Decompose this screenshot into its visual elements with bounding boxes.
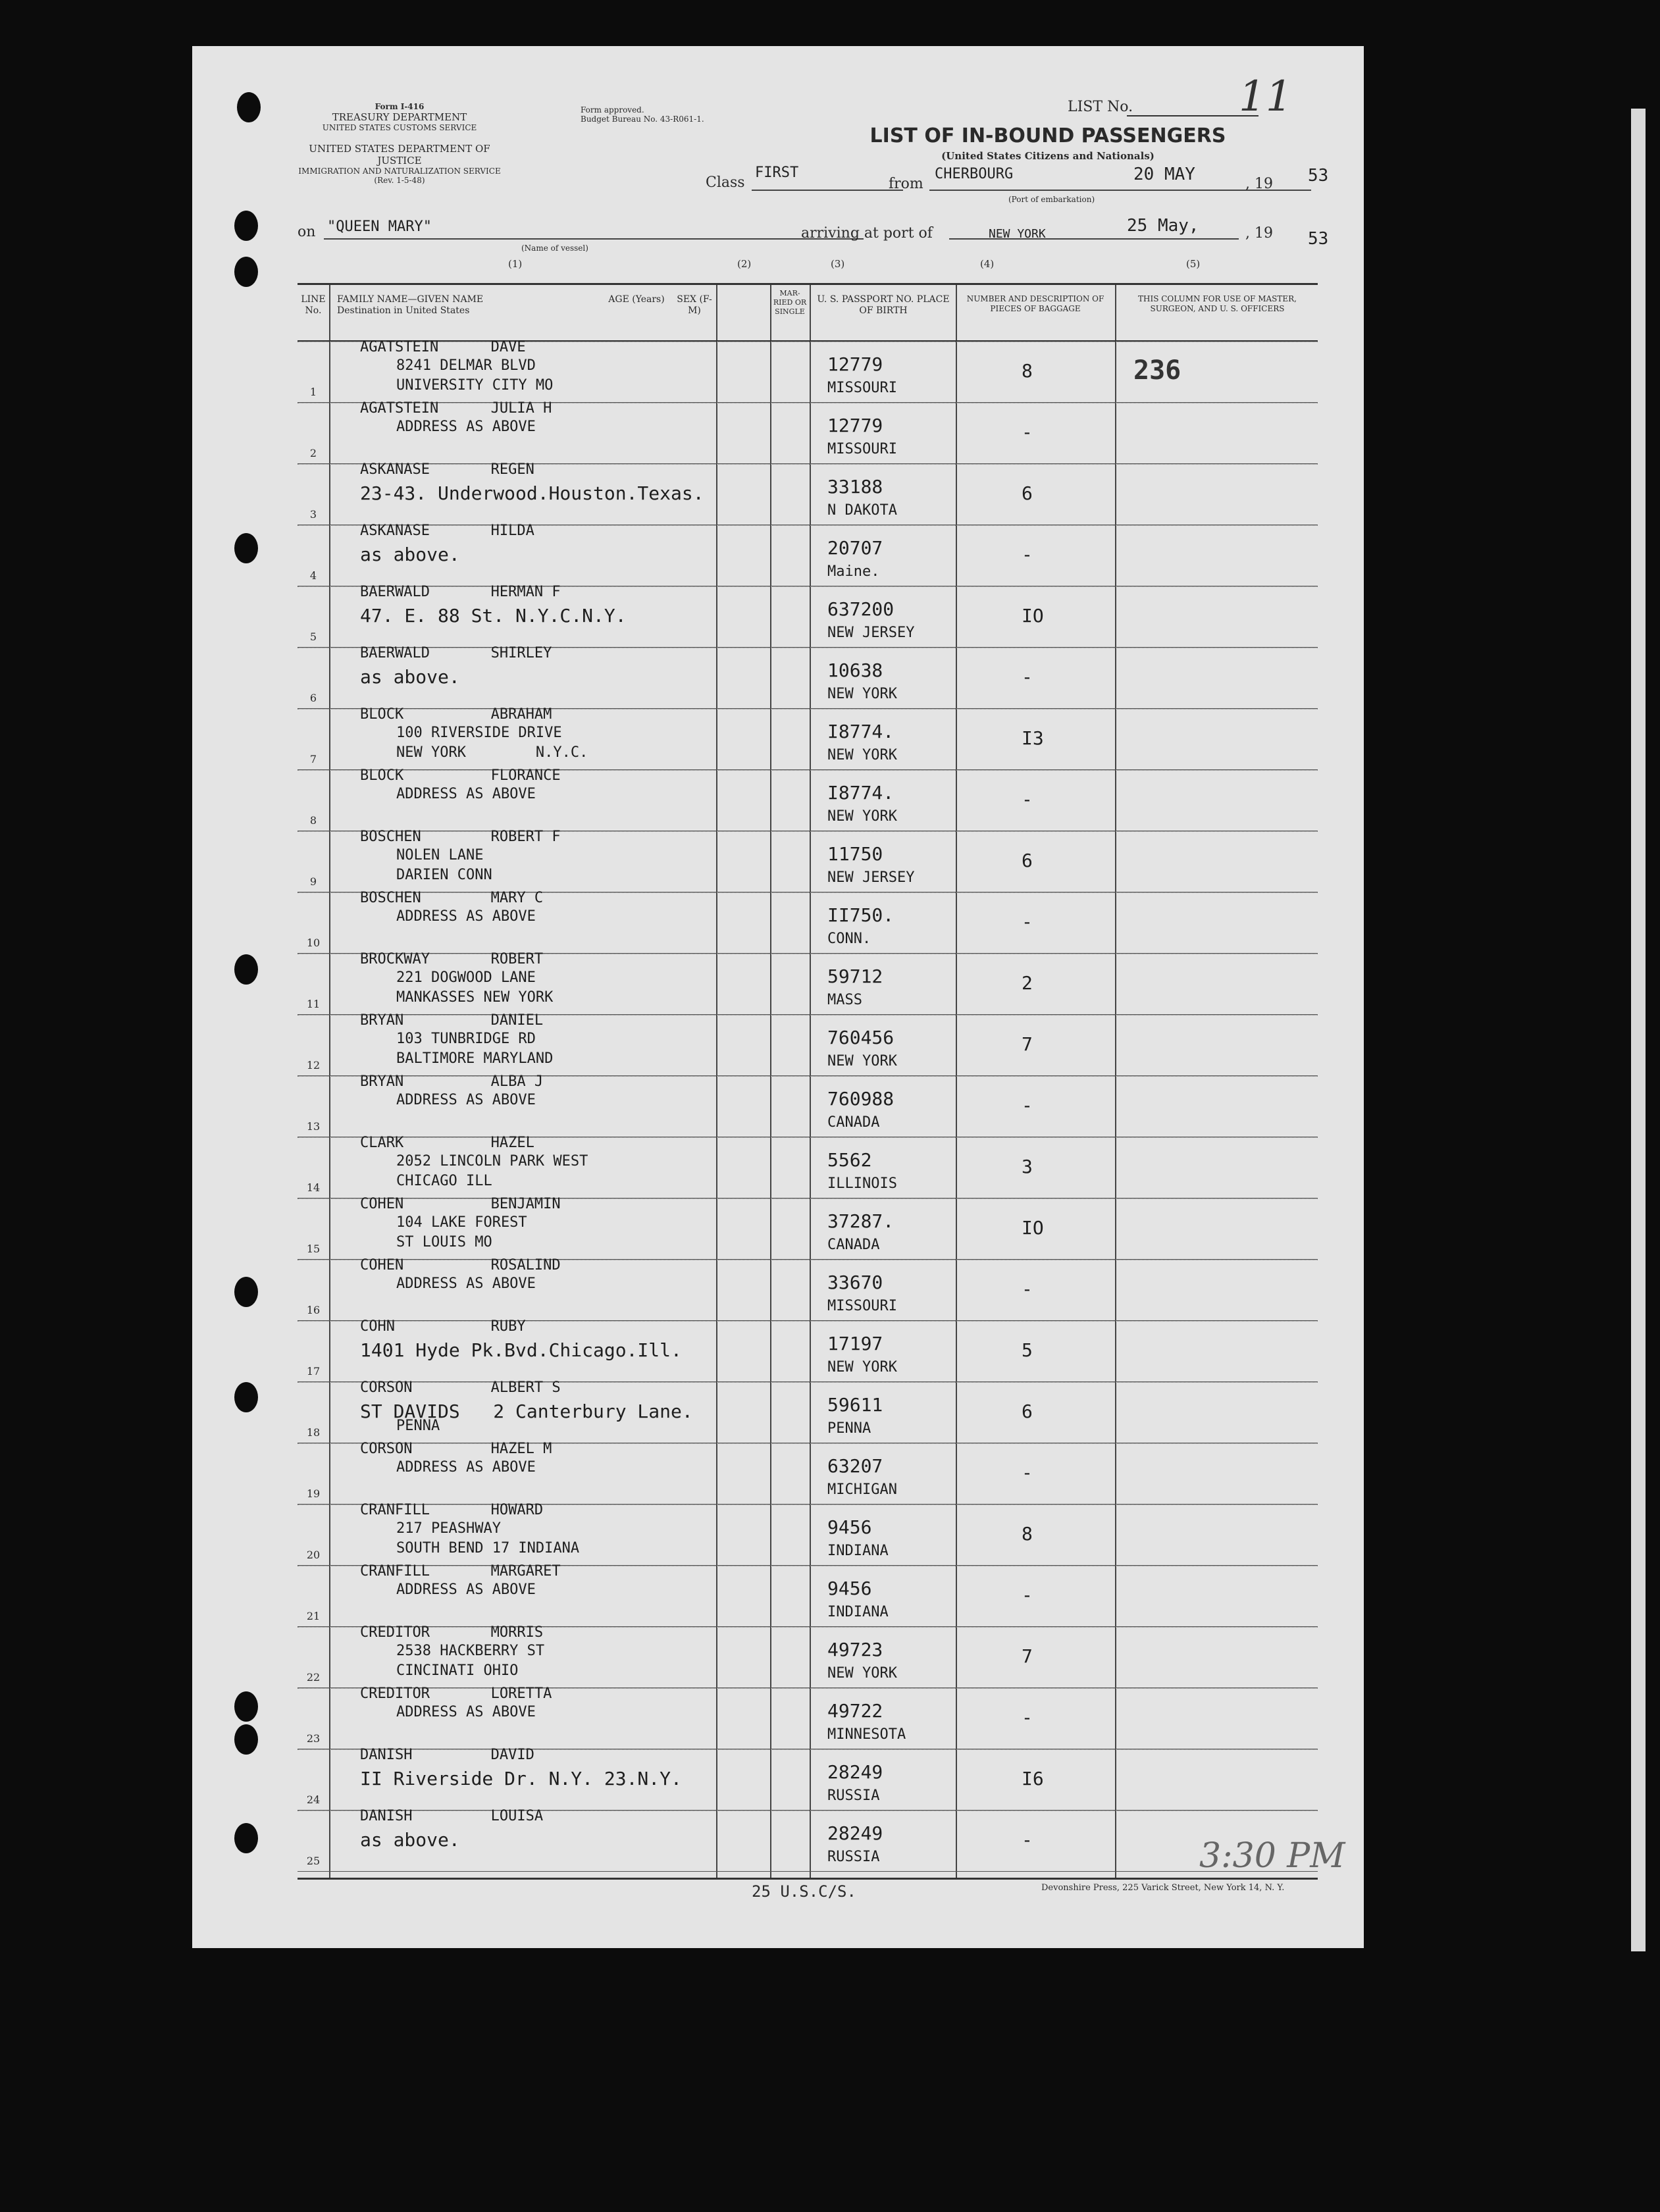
baggage-count: 8 [1022,360,1033,382]
baggage-count: 8 [1022,1523,1033,1545]
year-prefix-2: , 19 [1245,225,1273,242]
form-number: Form I-416 [375,102,425,111]
destination-line-2: SOUTH BEND 17 INDIANA [396,1540,580,1556]
destination-line-1: as above. [360,544,460,565]
baggage-count: IO [1022,605,1044,627]
destination-line-1: ADDRESS AS ABOVE [396,1582,536,1598]
destination-line-2: MANKASSES NEW YORK [396,989,554,1006]
year-value-2: 53 [1308,229,1329,249]
punch-hole [234,257,258,287]
baggage-count: - [1022,1584,1033,1606]
table-row [298,1257,1318,1321]
passport-number: 59611 [827,1394,883,1416]
table-row [298,767,1318,831]
passenger-name: BROCKWAY ROBERT [360,951,544,967]
passport-number: 12779 [827,353,883,375]
table-row [298,1502,1318,1566]
officer-stamp: 236 [1133,355,1181,386]
line-number: 25 [306,1855,321,1867]
passenger-name: BAERWALD SHIRLEY [360,645,552,661]
line-number: 16 [306,1304,321,1316]
destination-line-1: II Riverside Dr. N.Y. 23.N.Y. [360,1768,682,1789]
list-no-value: 11 [1239,72,1293,121]
table-row [298,586,1318,648]
baggage-count: 7 [1022,1033,1033,1055]
adjacent-page-edge [1631,109,1646,1951]
place-of-birth: NEW JERSEY [827,869,915,886]
destination-line-2: CHICAGO ILL [396,1173,492,1189]
destination-line-1: 8241 DELMAR BLVD [396,357,536,374]
destination-line-1: ADDRESS AS ABOVE [396,786,536,802]
printer-imprint: Devonshire Press, 225 Varick Street, New York 14, N. Y. [1041,1883,1285,1893]
place-of-birth: NEW YORK [827,747,897,763]
baggage-count: - [1022,1707,1033,1728]
place-of-birth: CANADA [827,1114,880,1131]
baggage-count: 6 [1022,482,1033,504]
line-number: 18 [306,1426,321,1439]
passport-number: 5562 [827,1149,872,1171]
on-label: on [298,224,316,240]
colnum-2: (2) [737,258,752,270]
line-number: 9 [309,875,317,888]
line-number: 3 [309,508,317,521]
passport-number: II750. [827,904,895,926]
year-value-1: 53 [1308,166,1329,186]
passenger-name: BLOCK ABRAHAM [360,706,552,723]
th-name: FAMILY NAME—GIVEN NAME Destination in United States [337,294,484,316]
destination-line-1: as above. [360,1829,460,1851]
list-no-label: LIST No. [1068,99,1133,115]
passenger-list-page [192,46,1364,1948]
destination-line-1: 217 PEASHWAY [396,1520,501,1537]
line-number: 13 [306,1120,321,1133]
th-sex: SEX (F-M) [677,294,712,316]
passport-number: 63207 [827,1455,883,1477]
passport-number: 760456 [827,1027,895,1048]
arriving-label: arriving at port of [801,225,933,242]
passport-number: 9456 [827,1578,872,1599]
th-age: AGE (Years) [608,294,665,305]
destination-line-1: as above. [360,666,460,688]
passport-number: 49723 [827,1639,883,1660]
passport-number: 59712 [827,965,883,987]
line-number: 19 [306,1487,321,1500]
destination-line-1: ADDRESS AS ABOVE [396,1459,536,1476]
line-number: 23 [306,1732,321,1745]
passenger-name: BOSCHEN MARY C [360,890,544,906]
th-line-no: LINE No. [301,294,326,316]
destination-line-2: BALTIMORE MARYLAND [396,1050,554,1067]
destination-line-2: CINCINATI OHIO [396,1662,519,1679]
destination-line-1: 221 DOGWOOD LANE [396,969,536,986]
justice-block [291,143,508,185]
baggage-count: - [1022,1278,1033,1300]
place-of-birth: N DAKOTA [827,502,897,519]
punch-hole [237,92,261,122]
line-number: 11 [306,998,321,1010]
vessel-caption: (Name of vessel) [521,244,588,253]
line-number: 14 [306,1181,321,1194]
arrival-date: 25 May, [1127,216,1199,236]
passenger-name: AGATSTEIN JULIA H [360,400,552,417]
destination-line-2: NEW YORK N.Y.C. [396,744,588,761]
passenger-table [298,283,1318,1880]
place-of-birth: MISSOURI [827,1298,897,1314]
line-number: 8 [309,814,317,827]
approval-block [581,105,791,124]
line-number: 21 [306,1610,321,1622]
line-number: 1 [309,386,317,398]
passport-number: 12779 [827,415,883,436]
line-number: 10 [306,937,321,949]
line-number: 7 [309,753,317,765]
place-of-birth: NEW YORK [827,1053,897,1069]
th-baggage: NUMBER AND DESCRIPTION OF PIECES OF BAGGAGE [966,294,1104,313]
passenger-name: COHEN BENJAMIN [360,1196,561,1212]
baggage-count: - [1022,788,1033,810]
destination-line-1: ST DAVIDS 2 Canterbury Lane. [360,1401,693,1422]
punch-hole [234,1823,258,1853]
place-of-birth: CONN. [827,931,871,947]
destination-line-1: ADDRESS AS ABOVE [396,908,536,925]
line-number: 17 [306,1365,321,1377]
ins-name: IMMIGRATION AND NATURALIZATION SERVICE [298,167,501,176]
passenger-name: DANISH DAVID [360,1747,534,1763]
table-row [298,892,1318,954]
destination-line-1: ADDRESS AS ABOVE [396,1092,536,1108]
baggage-count: 7 [1022,1645,1033,1667]
passenger-name: CREDITOR LORETTA [360,1685,552,1702]
punch-hole [234,1691,258,1722]
table-row [298,1137,1318,1198]
from-label: from [889,176,923,192]
line-number: 20 [306,1549,321,1561]
passenger-name: ASKANASE HILDA [360,523,534,539]
baggage-count: 5 [1022,1339,1033,1361]
table-row [298,1318,1318,1382]
destination-line-2: UNIVERSITY CITY MO [396,377,554,394]
page-title: LIST OF IN-BOUND PASSENGERS [869,124,1226,147]
passport-number: I8774. [827,782,895,804]
passport-number: 28249 [827,1761,883,1783]
destination-line-1: ADDRESS AS ABOVE [396,1704,536,1720]
table-row [298,706,1318,770]
punch-hole [234,211,258,241]
baggage-count: I6 [1022,1768,1044,1789]
passport-number: 11750 [827,843,883,865]
destination-line-2: ST LOUIS MO [396,1234,492,1250]
passenger-name: BLOCK FLORANCE [360,767,561,784]
place-of-birth: NEW YORK [827,1665,897,1682]
passenger-name: BOSCHEN ROBERT F [360,829,561,845]
destination-line-1: 104 LAKE FOREST [396,1214,527,1231]
passenger-name: CRANFILL HOWARD [360,1502,544,1518]
class-field [752,190,903,191]
passport-number: 760988 [827,1088,895,1110]
passenger-name: AGATSTEIN DAVE [360,339,526,355]
page-subtitle: (United States Citizens and Nationals) [941,150,1154,162]
th-married: MAR-RIED OR SINGLE [773,289,807,316]
passenger-name: BRYAN DANIEL [360,1012,544,1029]
line-number: 5 [309,630,317,643]
from-date: 20 MAY [1133,165,1195,184]
table-row [298,461,1318,525]
punch-hole [234,1277,258,1307]
budget-bureau: Budget Bureau No. 43-R061-1. [581,115,704,124]
passport-number: 33670 [827,1272,883,1293]
vessel-field [324,238,864,240]
baggage-count: I3 [1022,727,1044,749]
baggage-count: IO [1022,1217,1044,1239]
place-of-birth: MISSOURI [827,441,897,457]
passport-number: 17197 [827,1333,883,1354]
table-row [298,1379,1318,1443]
baggage-count: - [1022,1462,1033,1483]
table-row [298,645,1318,709]
line-number: 12 [306,1059,321,1071]
table-row [298,400,1318,464]
baggage-count: - [1022,544,1033,565]
table-row [298,1749,1318,1811]
destination-line-1: NOLEN LANE [396,847,484,863]
punch-hole [234,954,258,985]
year-prefix-1: , 19 [1245,176,1273,192]
baggage-count: - [1022,421,1033,443]
place-of-birth: MASS [827,992,862,1008]
place-of-birth: NEW YORK [827,1359,897,1376]
passenger-name: CORSON ALBERT S [360,1379,561,1396]
form-revision: (Rev. 1-5-48) [374,176,425,185]
row-divider [298,1871,1318,1872]
baggage-count: 2 [1022,972,1033,994]
destination-line-1: ADDRESS AS ABOVE [396,1275,536,1292]
passenger-count: 25 U.S.C/S. [752,1882,856,1901]
passenger-name: DANISH LOUISA [360,1808,544,1824]
form-approved: Form approved. [581,105,644,115]
th-officers: THIS COLUMN FOR USE OF MASTER, SURGEON, AND U. S. OFFICERS [1138,294,1297,313]
table-row [298,1198,1318,1260]
passenger-name: CREDITOR MORRIS [360,1624,544,1641]
vessel-value: "QUEEN MARY" [327,219,432,235]
class-label: Class [706,174,745,191]
destination-line-1: 23-43. Underwood.Houston.Texas. [360,482,704,504]
colnum-5: (5) [1186,258,1201,270]
destination-line-1: ADDRESS AS ABOVE [396,419,536,435]
table-row [298,831,1318,892]
punch-hole [234,1724,258,1755]
place-of-birth: NEW YORK [827,808,897,825]
passport-number: 49722 [827,1700,883,1722]
passenger-name: COHEN ROSALIND [360,1257,561,1273]
table-row [298,1808,1318,1872]
customs-service: UNITED STATES CUSTOMS SERVICE [322,123,477,132]
destination-line-2: PENNA [396,1418,440,1434]
place-of-birth: INDIANA [827,1604,889,1620]
baggage-count: 6 [1022,1401,1033,1422]
baggage-count: 6 [1022,850,1033,871]
passport-number: I8774. [827,721,895,742]
line-number: 4 [309,569,317,582]
table-row [298,525,1318,586]
from-value: CHERBOURG [935,166,1014,182]
colnum-4: (4) [980,258,995,270]
place-of-birth: INDIANA [827,1543,889,1559]
passenger-name: BAERWALD HERMAN F [360,584,561,600]
table-row [298,951,1318,1015]
class-value: FIRST [755,165,799,181]
passport-number: 9456 [827,1516,872,1538]
destination-line-2: DARIEN CONN [396,867,492,883]
place-of-birth: NEW YORK [827,686,897,702]
port-embark-caption: (Port of embarkation) [1008,195,1095,204]
passenger-name: COHN RUBY [360,1318,526,1335]
table-row [298,1685,1318,1749]
table-row [298,1012,1318,1076]
place-of-birth: MICHIGAN [827,1481,897,1498]
table-row [298,1443,1318,1505]
punch-hole [234,533,258,563]
passenger-name: CORSON HAZEL M [360,1441,552,1457]
destination-line-1: 1401 Hyde Pk.Bvd.Chicago.Ill. [360,1339,682,1361]
th-passport: U. S. PASSPORT NO. PLACE OF BIRTH [817,294,950,316]
passenger-name: BRYAN ALBA J [360,1073,544,1090]
baggage-count: 3 [1022,1156,1033,1177]
baggage-count: - [1022,1094,1033,1116]
colnum-3: (3) [831,258,845,270]
line-number: 6 [309,692,317,704]
passport-number: 37287. [827,1210,895,1232]
table-row [298,1563,1318,1627]
destination-line-1: 2538 HACKBERRY ST [396,1643,545,1659]
line-number: 15 [306,1243,321,1255]
passport-number: 20707 [827,537,883,559]
baggage-count: - [1022,911,1033,933]
place-of-birth: ILLINOIS [827,1175,897,1192]
table-row [298,1624,1318,1688]
justice-dept: UNITED STATES DEPARTMENT OF JUSTICE [309,143,490,167]
destination-line-1: 2052 LINCOLN PARK WEST [396,1153,588,1170]
destination-line-1: 103 TUNBRIDGE RD [396,1031,536,1047]
place-of-birth: PENNA [827,1420,871,1437]
place-of-birth: NEW JERSEY [827,625,915,641]
passport-number: 28249 [827,1822,883,1844]
place-of-birth: RUSSIA [827,1849,880,1865]
form-id-block [291,102,508,132]
passenger-name: CRANFILL MARGARET [360,1563,561,1580]
line-number: 2 [309,447,317,459]
passenger-name: ASKANASE REGEN [360,461,534,478]
passport-number: 637200 [827,598,895,620]
line-number: 24 [306,1793,321,1806]
punch-hole [234,1382,258,1412]
table-row [298,1073,1318,1137]
place-of-birth: Maine. [827,563,880,580]
passport-number: 33188 [827,476,883,498]
line-number: 22 [306,1671,321,1684]
place-of-birth: MINNESOTA [827,1726,906,1743]
place-of-birth: RUSSIA [827,1788,880,1804]
baggage-count: - [1022,1829,1033,1851]
colnum-1: (1) [508,258,523,270]
place-of-birth: CANADA [827,1237,880,1253]
arrival-port: NEW YORK [989,227,1046,241]
baggage-count: - [1022,666,1033,688]
treasury-dept: TREASURY DEPARTMENT [332,111,467,123]
passenger-name: CLARK HAZEL [360,1135,534,1151]
passport-number: 10638 [827,659,883,681]
destination-line-1: 100 RIVERSIDE DRIVE [396,725,562,741]
destination-line-1: 47. E. 88 St. N.Y.C.N.Y. [360,605,627,627]
place-of-birth: MISSOURI [827,380,897,396]
handwritten-time: 3:30 PM [1199,1836,1345,1876]
